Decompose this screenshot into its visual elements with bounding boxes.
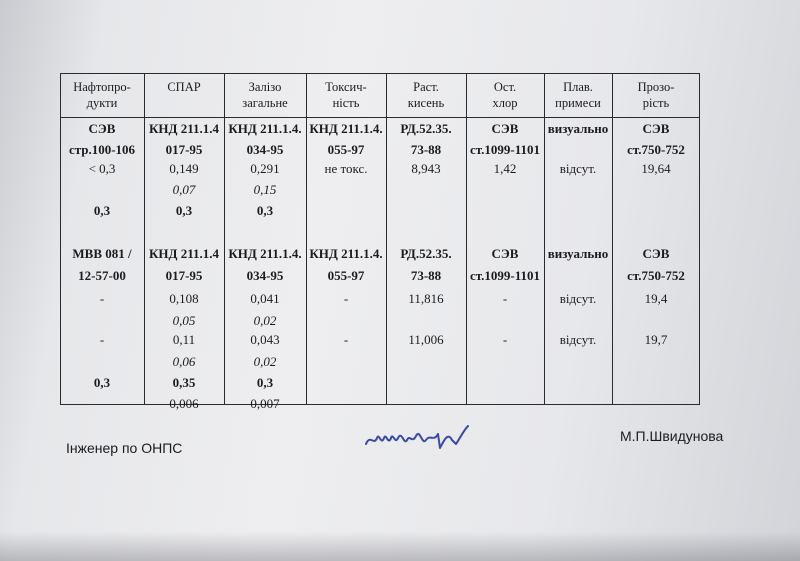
column-header-sub: рість (642, 96, 670, 110)
table-cell: КНД 211.1.4. (228, 121, 302, 136)
table-cell: 73-88 (410, 142, 442, 157)
table-cell: 0,05 (172, 313, 196, 328)
table-cell: 0,02 (253, 313, 277, 328)
table-cell: 0,3 (256, 375, 274, 390)
table-cell: 017-95 (165, 268, 203, 283)
table-cell: - (502, 332, 508, 347)
column-header: Прозо- (637, 80, 675, 94)
table-cell: 0,041 (250, 291, 280, 306)
table-cell: ст.750-752 (627, 142, 685, 157)
column-header-sub: кисень (407, 96, 445, 110)
table-cell: визуально (547, 121, 609, 136)
table-cell: відсут. (559, 332, 597, 347)
column-header: Плав. (563, 80, 593, 94)
table-hline (60, 117, 700, 118)
table-cell: - (502, 291, 508, 306)
table-cell: 11,006 (408, 332, 444, 347)
table-cell: 034-95 (246, 268, 284, 283)
column-header: Раст. (413, 80, 439, 94)
column-header-sub: хлор (492, 96, 518, 110)
table-cell: 0,291 (250, 161, 280, 176)
table-cell: 73-88 (410, 268, 442, 283)
table-cell: відсут. (559, 291, 597, 306)
table-cell: 0,006 (169, 396, 199, 411)
column-header-sub: примеси (555, 96, 601, 110)
table-cell: - (99, 291, 105, 306)
table-cell: 0,043 (250, 332, 280, 347)
results-table (60, 73, 700, 411)
column-header-sub: загальне (242, 96, 288, 110)
table-cell: 0,15 (253, 182, 277, 197)
table-cell: 0,3 (93, 375, 111, 390)
column-header: СПАР (167, 80, 201, 94)
table-cell: КНД 211.1.4. (228, 246, 302, 261)
column-header-sub: дукти (86, 96, 118, 110)
table-cell: 017-95 (165, 142, 203, 157)
table-cell: 0,02 (253, 354, 277, 369)
table-cell: 0,07 (172, 182, 196, 197)
table-cell: стр.100-106 (68, 142, 136, 157)
table-cell: 19,64 (641, 161, 671, 176)
column-header: Токсич- (325, 80, 367, 94)
table-cell: 0,3 (256, 203, 274, 218)
table-hline (60, 73, 700, 74)
table-cell: 19,7 (644, 332, 668, 347)
table-cell: 8,943 (411, 161, 441, 176)
table-cell: 0,3 (175, 203, 193, 218)
table-cell: КНД 211.1.4. (309, 121, 383, 136)
table-cell: 0,108 (169, 291, 199, 306)
table-cell: СЭВ (642, 121, 670, 136)
table-cell: РД.52.35. (400, 246, 452, 261)
table-cell: СЭВ (491, 246, 519, 261)
handwritten-signature (360, 420, 480, 461)
engineer-name: М.П.Швидунова (620, 428, 724, 444)
table-cell: 12-57-00 (78, 268, 126, 283)
table-cell: СЭВ (491, 121, 519, 136)
table-cell: ст.750-752 (627, 268, 685, 283)
table-cell: 11,816 (408, 291, 444, 306)
table-cell: 0,35 (172, 375, 196, 390)
table-cell: ст.1099-1101 (469, 268, 541, 283)
table-cell: - (343, 291, 349, 306)
table-cell: - (99, 332, 105, 347)
table-cell: - (343, 332, 349, 347)
table-cell: < 0,3 (88, 161, 116, 176)
table-cell: КНД 211.1.4. (309, 246, 383, 261)
column-header: Нафтопро- (73, 80, 131, 94)
table-cell: СЭВ (642, 246, 670, 261)
table-cell: РД.52.35. (400, 121, 452, 136)
column-header-sub: ність (332, 96, 360, 110)
table-cell: 0,11 (172, 332, 196, 347)
table-cell: 034-95 (246, 142, 284, 157)
engineer-position: Інженер по ОНПС (66, 440, 183, 456)
table-cell: 0,149 (169, 161, 199, 176)
table-cell: 1,42 (493, 161, 517, 176)
table-cell: 055-97 (327, 142, 365, 157)
table-cell: 0,007 (250, 396, 280, 411)
table-cell: визуально (547, 246, 609, 261)
column-header: Ост. (493, 80, 517, 94)
table-cell: МВВ 081 / (72, 246, 132, 261)
table-cell: ст.1099-1101 (469, 142, 541, 157)
table-cell: 055-97 (327, 268, 365, 283)
table-cell: 0,3 (93, 203, 111, 218)
table-cell: не токс. (324, 161, 368, 176)
page-shadow (0, 531, 800, 561)
table-cell: 0,06 (172, 354, 196, 369)
column-header: Залізо (248, 80, 282, 94)
table-cell: відсут. (559, 161, 597, 176)
table-cell: КНД 211.1.4 (148, 246, 219, 261)
table-cell: 19,4 (644, 291, 668, 306)
table-cell: СЭВ (88, 121, 116, 136)
table-cell: КНД 211.1.4 (148, 121, 219, 136)
